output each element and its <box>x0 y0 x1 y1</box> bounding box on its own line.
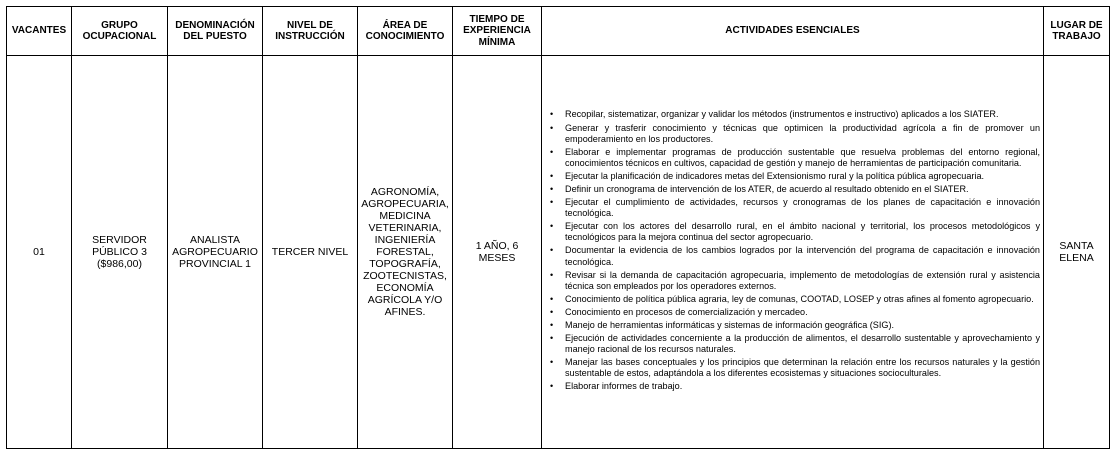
header-tiempo-experiencia: TIEMPO DE EXPERIENCIA MÍNIMA <box>453 7 542 56</box>
activity-text: Ejecución de actividades concerniente a la producción de alimentos, el desarrollo sustentable y aprovechamiento y manejo racional de los recursos naturales. <box>565 333 1040 355</box>
list-item <box>545 123 1040 145</box>
activity-text: Ejecutar la planificación de indicadores metas del Extensionismo rural y la política pública agropecuaria. <box>565 170 985 181</box>
activity-text: Manejo de herramientas informáticas y sistemas de información geográfica (SIG). <box>565 320 895 331</box>
activity-text: Revisar si la demanda de capacitación agropecuaria, implemento de metodologías de extensión rural y asistencia técnica son empleados por los operadores externos. <box>565 269 1040 291</box>
cell-grupo-ocupacional: SERVIDOR PÚBLICO 3 ($986,00) <box>72 56 168 449</box>
list-item <box>545 307 1040 318</box>
cell-nivel-instruccion: TERCER NIVEL <box>263 56 358 449</box>
bullet-icon: • <box>550 333 554 344</box>
bullet-icon: • <box>550 269 554 280</box>
bullet-icon: • <box>550 122 554 133</box>
activities-list <box>545 109 1040 392</box>
list-item <box>545 333 1040 355</box>
cell-lugar-trabajo: SANTA ELENA <box>1044 56 1110 449</box>
cell-denominacion-puesto: ANALISTA AGROPECUARIO PROVINCIAL 1 <box>168 56 263 449</box>
list-item <box>545 270 1040 292</box>
bullet-icon: • <box>550 381 554 392</box>
activity-text: Elaborar e implementar programas de producción sustentable que resuelva problemas del entorno regional, conocimientos técnicos en cultivos, capacidad de gestión y manejo de herramientas de participación comunitaria. <box>565 146 1040 168</box>
header-grupo-ocupacional: GRUPO OCUPACIONAL <box>72 7 168 56</box>
header-actividades-esenciales: ACTIVIDADES ESENCIALES <box>542 7 1044 56</box>
header-denominacion-puesto: DENOMINACIÓN DEL PUESTO <box>168 7 263 56</box>
cell-actividades-esenciales <box>542 56 1044 449</box>
bullet-icon: • <box>550 183 554 194</box>
activity-text: Conocimiento de política pública agraria, ley de comunas, COOTAD, LOSEP y otras afines al fomento agropecuario. <box>565 293 1034 304</box>
activity-text: Elaborar informes de trabajo. <box>565 381 683 392</box>
list-item <box>545 109 1040 120</box>
cell-vacantes: 01 <box>7 56 72 449</box>
table-row <box>7 56 1110 449</box>
bullet-icon: • <box>550 197 554 208</box>
list-item <box>545 320 1040 331</box>
header-row <box>7 7 1110 56</box>
bullet-icon: • <box>550 357 554 368</box>
list-item <box>545 245 1040 267</box>
bullet-icon: • <box>550 306 554 317</box>
bullet-icon: • <box>550 245 554 256</box>
header-area-conocimiento: ÁREA DE CONOCIMIENTO <box>358 7 453 56</box>
job-requirements-table <box>6 6 1110 449</box>
list-item <box>545 147 1040 169</box>
bullet-icon: • <box>550 221 554 232</box>
list-item <box>545 221 1040 243</box>
bullet-icon: • <box>550 293 554 304</box>
activity-text: Ejecutar el cumplimiento de actividades, recursos y cronogramas de los planes de capacitación e innovación tecnológica. <box>565 197 1040 219</box>
header-lugar-trabajo: LUGAR DE TRABAJO <box>1044 7 1110 56</box>
list-item <box>545 294 1040 305</box>
bullet-icon: • <box>550 109 554 120</box>
list-item <box>545 184 1040 195</box>
cell-tiempo-experiencia: 1 AÑO, 6 MESES <box>453 56 542 449</box>
header-nivel-instruccion: NIVEL DE INSTRUCCIÓN <box>263 7 358 56</box>
activity-text: Conocimiento en procesos de comercialización y mercadeo. <box>565 306 808 317</box>
activity-text: Ejecutar con los actores del desarrollo rural, en el ámbito nacional y territorial, los procesos metodológicos y tecnológicos para la mejora continua del sector agropecuario. <box>565 221 1040 243</box>
activity-text: Generar y trasferir conocimiento y técnicas que optimicen la productividad agrícola a fin de promover un empoderamiento en los productores. <box>565 122 1040 144</box>
activity-text: Definir un cronograma de intervención de los ATER, de acuerdo al resultado obtenido en el SIATER. <box>565 183 969 194</box>
activity-text: Recopilar, sistematizar, organizar y validar los métodos (instrumentos e instructivo) aplicados a los SIATER. <box>565 109 999 120</box>
list-item <box>545 171 1040 182</box>
list-item <box>545 197 1040 219</box>
list-item <box>545 381 1040 392</box>
cell-area-conocimiento: AGRONOMÍA, AGROPECUARIA, MEDICINA VETERINARIA, INGENIERÍA FORESTAL, TOPOGRAFÍA, ZOOTECNISTAS, ECONOMÍA AGRÍCOLA Y/O AFINES. <box>358 56 453 449</box>
bullet-icon: • <box>550 320 554 331</box>
list-item <box>545 357 1040 379</box>
activity-text: Documentar la evidencia de los cambios logrados por la intervención del programa de capacitación e innovación tecnológica. <box>565 245 1040 267</box>
bullet-icon: • <box>550 146 554 157</box>
activity-text: Manejar las bases conceptuales y los principios que determinan la relación entre los recursos naturales y la gestión sustentable de estos, adaptándola a los diferentes ecosistemas y situaciones socioculturales. <box>565 357 1040 379</box>
bullet-icon: • <box>550 170 554 181</box>
header-vacantes: VACANTES <box>7 7 72 56</box>
